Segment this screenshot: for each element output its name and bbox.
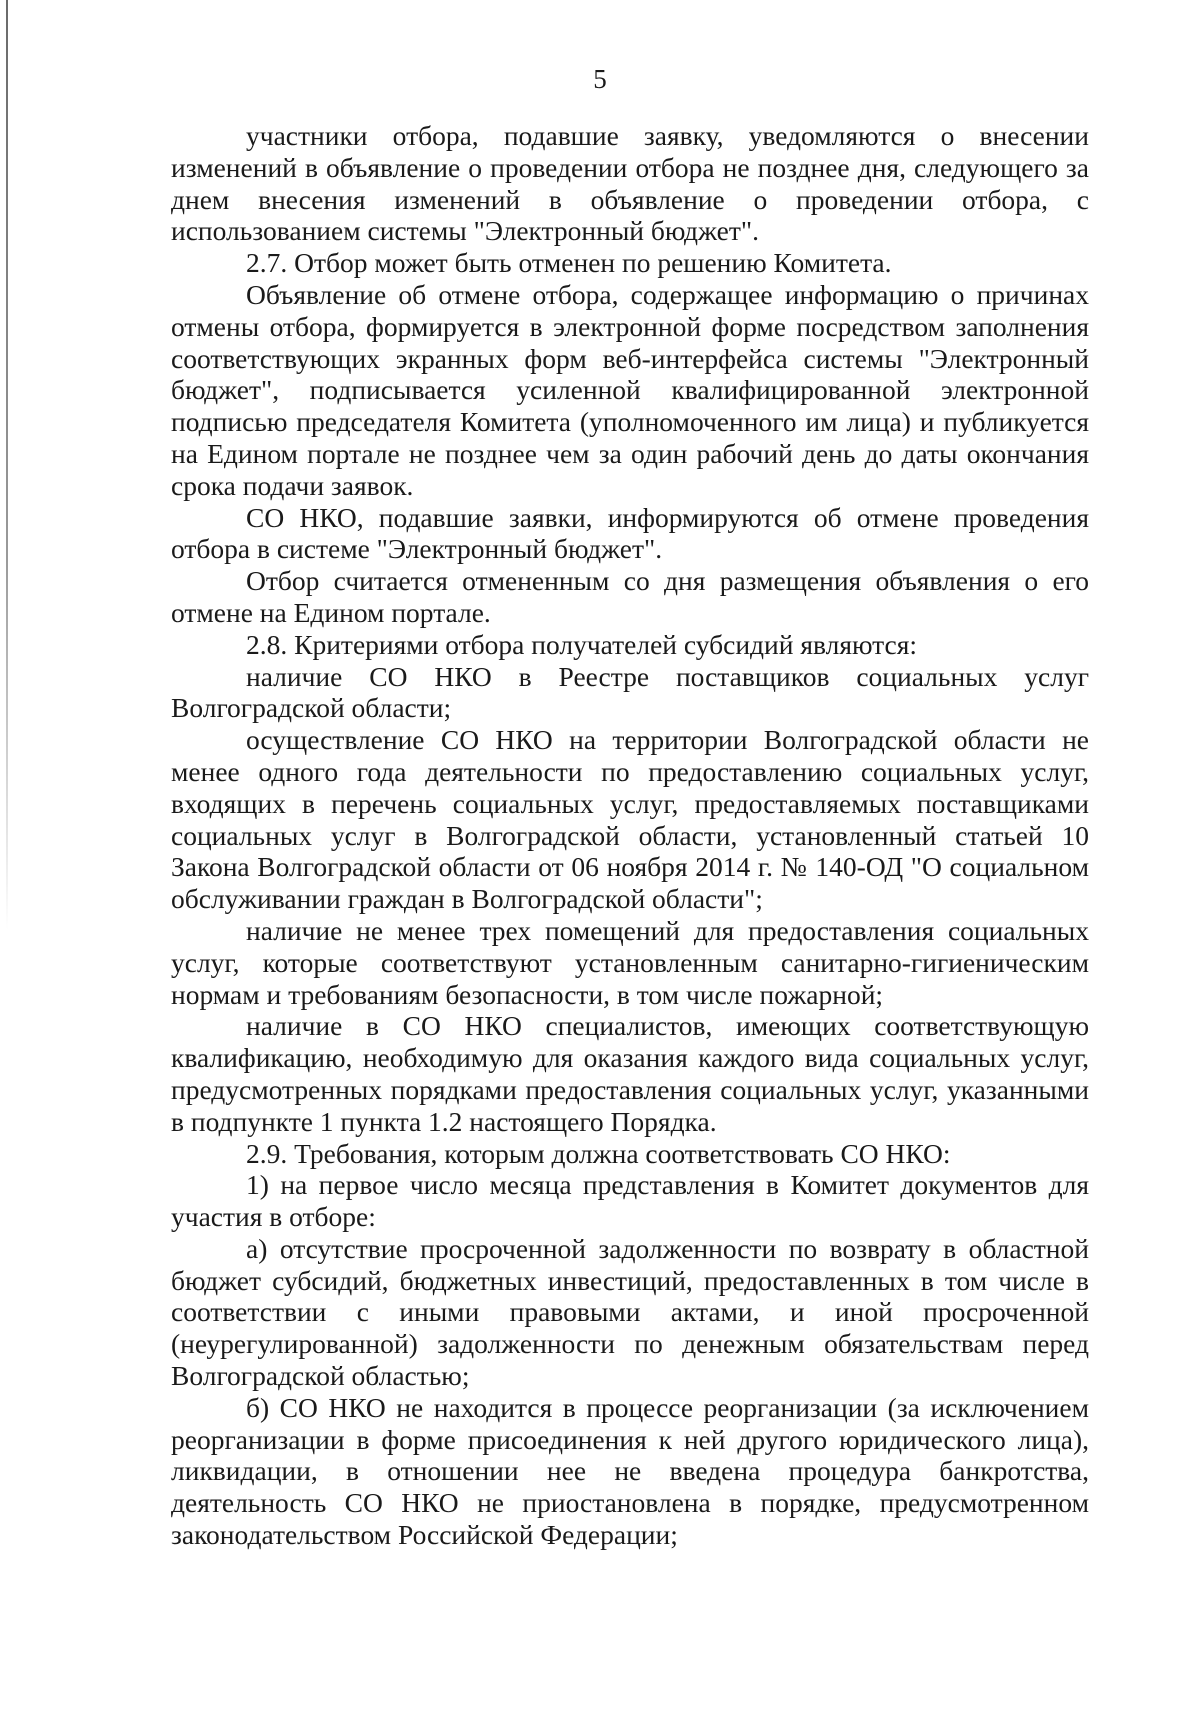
paragraph-cancel-announcement: Объявление об отмене отбора, содержащее информацию о причинах отмены отбора, формируется в электронной форме посредством заполнения соответствующих экранных форм веб-интерфейса системы "Электронный бюджет", подписывается усиленной квалифицированной электронной подписью председателя Комитета (уполномоченного им лица) и публикуется на Едином портале не позднее чем за один рабочий день до даты окончания срока подачи заявок.	[171, 278, 1089, 501]
paragraph-criterion-registry: наличие СО НКО в Реестре поставщиков социальных услуг Волгоградской области;	[171, 660, 1089, 724]
paragraph-criterion-premises: наличие не менее трех помещений для предоставления социальных услуг, которые соответствуют установленным санитарно-гигиеническим нормам и требованиям безопасности, в том числе пожарной;	[171, 914, 1089, 1010]
scan-edge-line	[6, 0, 8, 930]
paragraph-2-9: 2.9. Требования, которым должна соответствовать СО НКО:	[246, 1137, 951, 1169]
paragraph-nko-informed: СО НКО, подавшие заявки, информируются об отмене проведения отбора в системе "Электронный бюджет".	[171, 501, 1089, 565]
paragraph-continuation: участники отбора, подавшие заявку, уведомляются о внесении изменений в объявление о проведении отбора не позднее дня, следующего за днем внесения изменений в объявление о проведении отбора, с использованием системы "Электронный бюджет".	[171, 120, 1089, 247]
paragraph-requirement-1a: а) отсутствие просроченной задолженности по возврату в областной бюджет субсидий, бюджетных инвестиций, предоставленных в том числе в соответствии с иными правовыми актами, и иной просроченной (неурегулированной) задолженности по денежным обязательствам перед Волгоградской областью;	[171, 1232, 1089, 1392]
paragraph-2-7: 2.7. Отбор может быть отменен по решению Комитета.	[246, 247, 892, 279]
paragraph-2-8: 2.8. Критериями отбора получателей субсидий являются:	[246, 628, 918, 660]
paragraph-cancel-effective: Отбор считается отмененным со дня размещения объявления о его отмене на Едином портале.	[171, 565, 1089, 628]
document-body	[171, 120, 1089, 1551]
paragraph-criterion-specialists: наличие в СО НКО специалистов, имеющих соответствующую квалификацию, необходимую для оказания каждого вида социальных услуг, предусмотренных порядками предоставления социальных услуг, указанными в подпункте 1 пункта 1.2 настоящего Порядка.	[171, 1010, 1089, 1137]
paragraph-requirement-1: 1) на первое число месяца представления в Комитет документов для участия в отборе:	[171, 1169, 1089, 1233]
page-number: 5	[593, 64, 607, 94]
paragraph-criterion-activity: осуществление СО НКО на территории Волгоградской области не менее одного года деятельности по предоставлению социальных услуг, входящих в перечень социальных услуг, предоставляемых поставщиками социальных услуг в Волгоградской области, установленный статьей 10 Закона Волгоградской области от 06 ноября 2014 г. № 140-ОД "О социальном обслуживании граждан в Волгоградской области";	[171, 724, 1089, 915]
paragraph-requirement-1b: б) СО НКО не находится в процессе реорганизации (за исключением реорганизации в форме присоединения к ней другого юридического лица), ликвидации, в отношении нее не введена процедура банкротства, деятельность СО НКО не приостановлена в порядке, предусмотренном законодательством Российской Федерации;	[171, 1391, 1089, 1551]
